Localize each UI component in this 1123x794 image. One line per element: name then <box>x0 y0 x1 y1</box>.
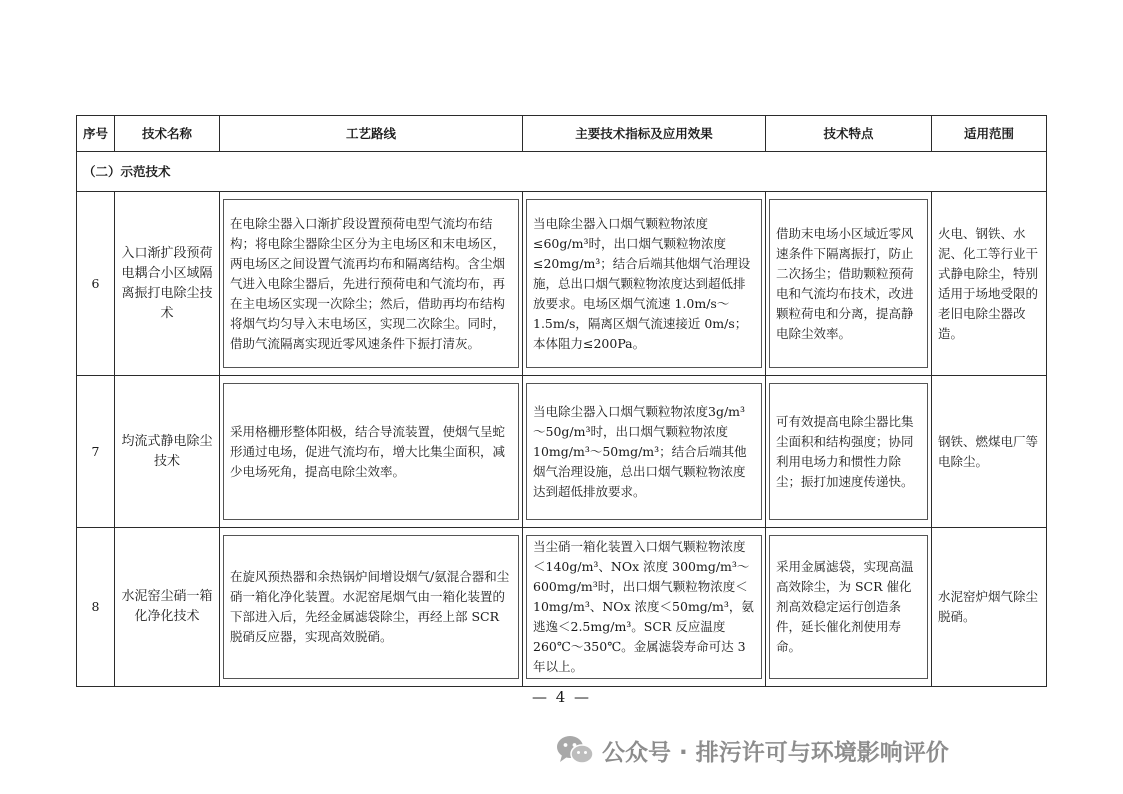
process-cell <box>220 376 523 528</box>
features-text: 可有效提高电除尘器比集尘面积和结构强度；协同利用电场力和惯性力除尘；振打加速度传递快。 <box>769 383 928 520</box>
scope-text: 火电、钢铁、水泥、化工等行业干式静电除尘，特别适用于场地受限的老旧电除尘器改造。 <box>932 192 1047 376</box>
row-number: 8 <box>77 528 115 687</box>
scope-text: 水泥窑炉烟气除尘脱硝。 <box>932 528 1047 687</box>
indicators-text: 当电除尘器入口烟气颗粒物浓度3g/m³～50g/m³时，出口烟气颗粒物浓度 10mg/m³～50mg/m³；结合后端其他烟气治理设施，总出口烟气颗粒物浓度达到超低排放要求。 <box>526 383 762 520</box>
indicators-cell <box>523 376 766 528</box>
header-indicators: 主要技术指标及应用效果 <box>523 116 766 152</box>
table-row <box>77 192 1047 376</box>
technology-table <box>76 115 1047 687</box>
scope-text: 钢铁、燃煤电厂等电除尘。 <box>932 376 1047 528</box>
wechat-icon <box>556 734 594 766</box>
row-number: 6 <box>77 192 115 376</box>
features-text: 借助末电场小区域近零风速条件下隔离振打，防止二次扬尘；借助颗粒预荷电和气流均布技术，改进颗粒荷电和分离，提高静电除尘效率。 <box>769 199 928 368</box>
table-row <box>77 528 1047 687</box>
process-text: 在电除尘器入口渐扩段设置预荷电型气流均布结构；将电除尘器除尘区分为主电场区和末电场区，两电场区之间设置气流再均布和隔离结构。含尘烟气进入电除尘器后，先进行预荷电和气流均布，再在主电场区实现一次除尘；然后，借助再均布结构将烟气均匀导入末电场区，实现二次除尘。同时，借助气流隔离实现近零风速条件下振打清灰。 <box>223 199 519 368</box>
features-cell <box>766 192 932 376</box>
watermark-text: 公众号 · 排污许可与环境影响评价 <box>602 739 949 766</box>
indicators-text: 当尘硝一箱化装置入口烟气颗粒物浓度＜140g/m³、NOx 浓度 300mg/m³～600mg/m³时，出口烟气颗粒物浓度＜10mg/m³、NOx 浓度＜50mg/m³，氨逃逸＜2.5mg/m³。SCR 反应温度 260℃～350℃。金属滤袋寿命可达 3 年以上。 <box>526 535 762 679</box>
section-row <box>77 152 1047 192</box>
process-text: 采用格栅形整体阳极，结合导流装置，使烟气呈蛇形通过电场，促进气流均布，增大比集尘面积，减少电场死角，提高电除尘效率。 <box>223 383 519 520</box>
technology-name: 入口渐扩段预荷电耦合小区域隔离振打电除尘技术 <box>115 192 220 376</box>
row-number: 7 <box>77 376 115 528</box>
technology-name: 水泥窑尘硝一箱化净化技术 <box>115 528 220 687</box>
indicators-cell <box>523 528 766 687</box>
features-cell <box>766 376 932 528</box>
features-cell <box>766 528 932 687</box>
indicators-text: 当电除尘器入口烟气颗粒物浓度≤60g/m³时，出口烟气颗粒物浓度≤20mg/m³；结合后端其他烟气治理设施，总出口烟气颗粒物浓度达到超低排放要求。电场区烟气流速 1.0m/s～1.5m/s，隔离区烟气流速接近 0m/s；本体阻力≤200Pa。 <box>526 199 762 368</box>
section-label: （二）示范技术 <box>77 152 1047 192</box>
header-name: 技术名称 <box>115 116 220 152</box>
page-number: — 4 — <box>531 688 592 706</box>
indicators-cell <box>523 192 766 376</box>
process-cell <box>220 192 523 376</box>
header-features: 技术特点 <box>766 116 932 152</box>
header-scope: 适用范围 <box>932 116 1047 152</box>
process-text: 在旋风预热器和余热锅炉间增设烟气/氨混合器和尘硝一箱化净化装置。水泥窑尾烟气由一箱化装置的下部进入后，先经金属滤袋除尘，再经上部 SCR 脱硝反应器，实现高效脱硝。 <box>223 535 519 679</box>
table-row <box>77 376 1047 528</box>
header-no: 序号 <box>77 116 115 152</box>
table-header-row <box>77 116 1047 152</box>
watermark <box>556 730 949 770</box>
technology-name: 均流式静电除尘技术 <box>115 376 220 528</box>
header-process: 工艺路线 <box>220 116 523 152</box>
features-text: 采用金属滤袋，实现高温高效除尘，为 SCR 催化剂高效稳定运行创造条件，延长催化剂使用寿命。 <box>769 535 928 679</box>
process-cell <box>220 528 523 687</box>
